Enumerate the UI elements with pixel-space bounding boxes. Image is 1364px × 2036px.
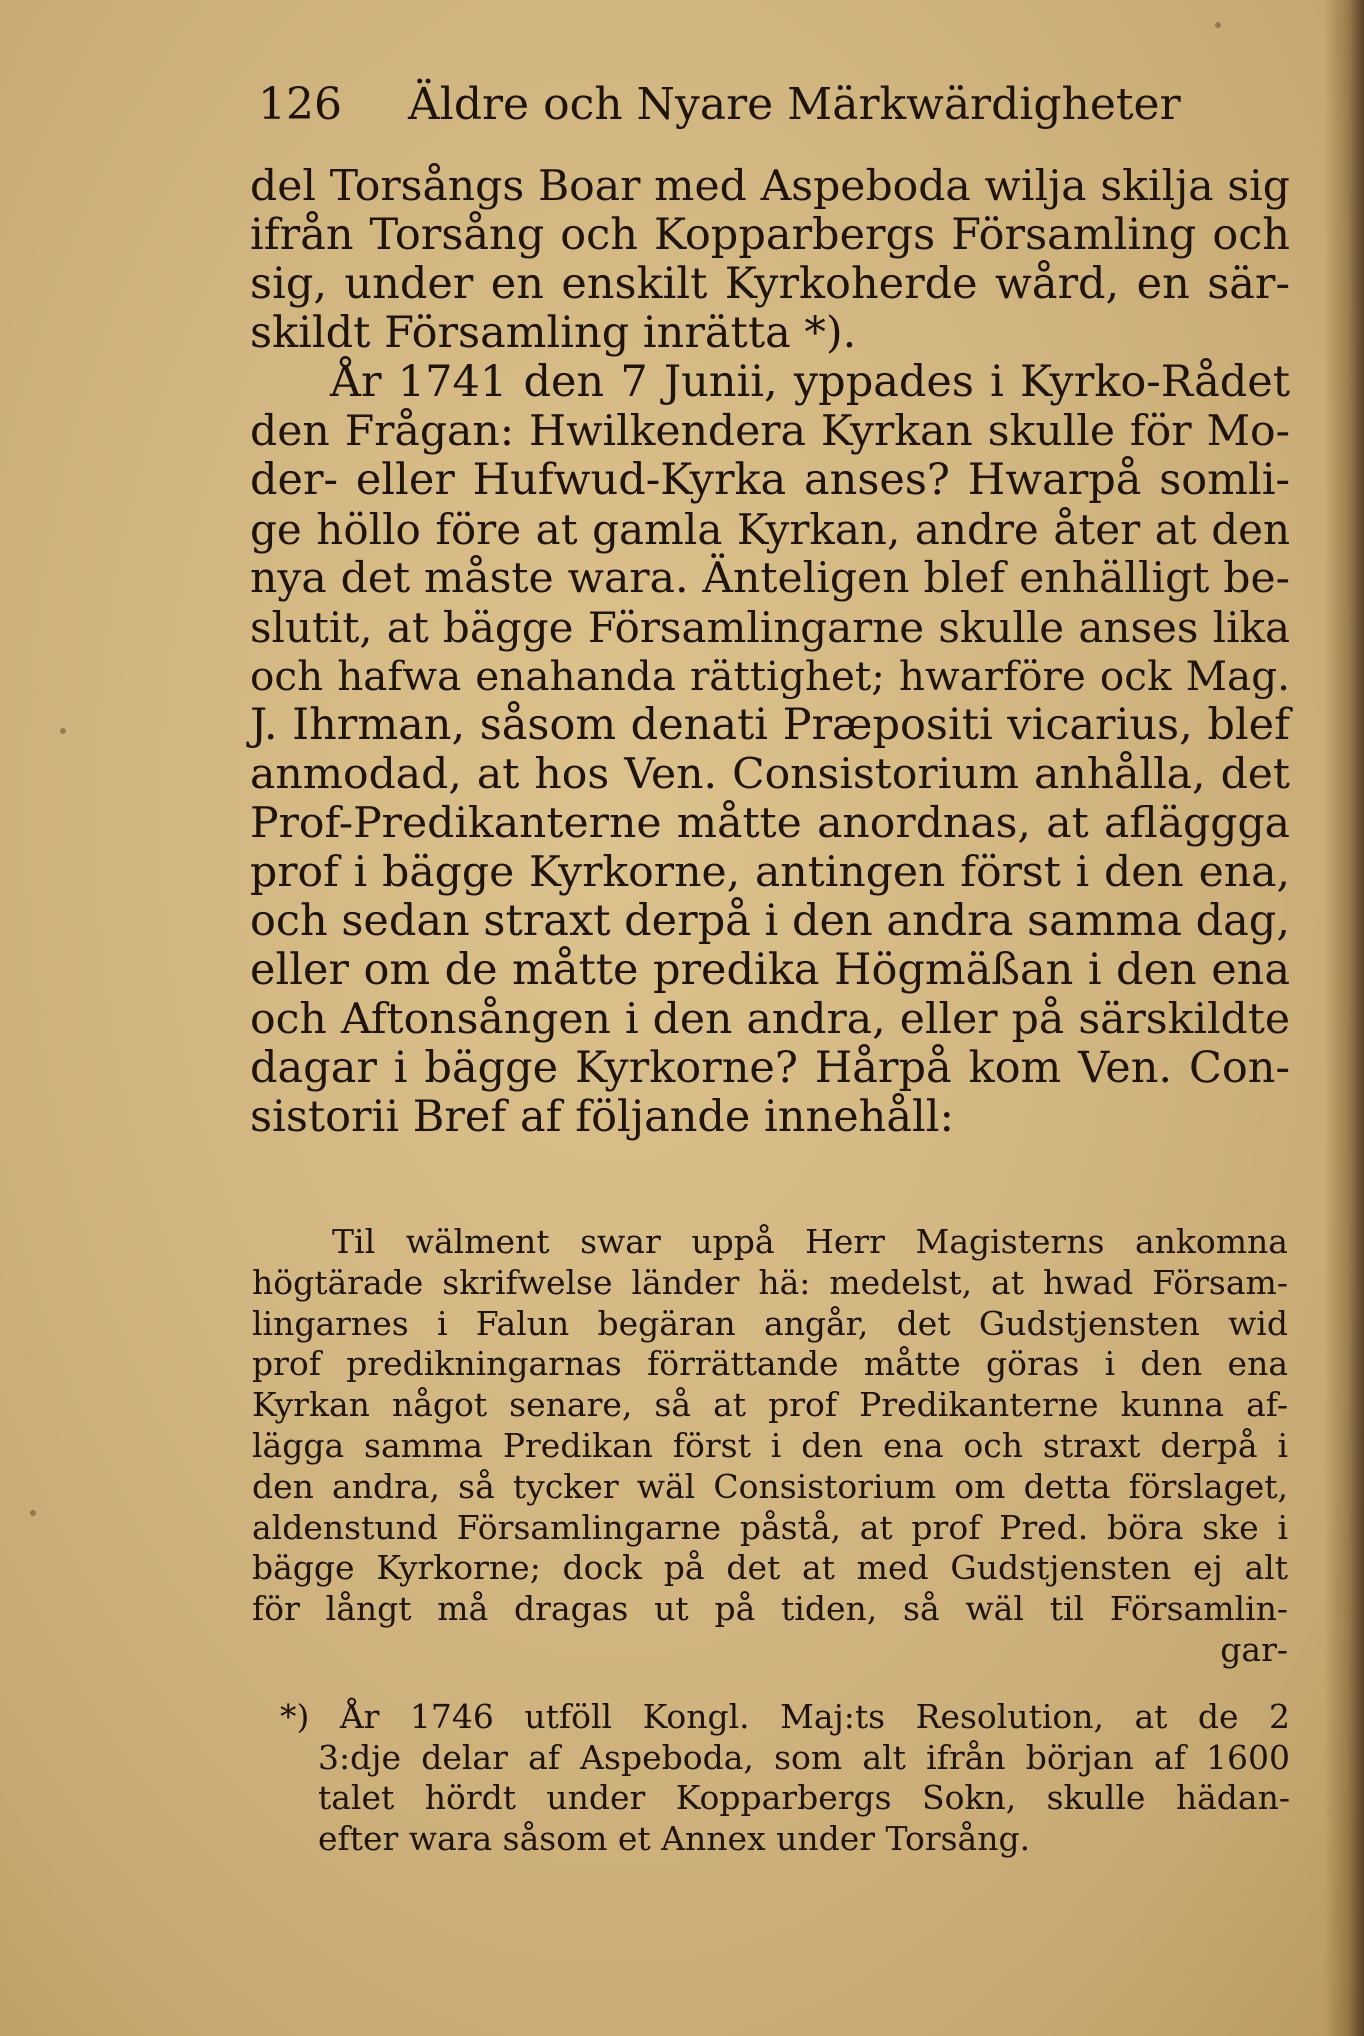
text-line: sig, under en enskilt Kyrkoherde wård, en sär- (250, 259, 1290, 309)
footnote-line: *) År 1746 utföll Kongl. Maj:ts Resolution, at de 2 (280, 1697, 1290, 1736)
text-line: del Torsångs Boar med Aspeboda wilja skilja sig (250, 162, 1290, 211)
quote-line: för långt må dragas ut på tiden, så wäl til Församlin- (252, 1589, 1288, 1629)
quote-line: Kyrkan något senare, så at prof Predikanterne kunna af- (252, 1385, 1288, 1425)
paper-speck (30, 1510, 36, 1516)
text-line: eller om de måtte predika Högmäßan i den ena (250, 945, 1290, 995)
page-number: 126 (258, 79, 342, 130)
text-line: nya det måste wara. Änteligen blef enhälligt be- (250, 554, 1290, 603)
quote-line: lägga samma Predikan först i den ena och straxt derpå i (252, 1425, 1288, 1465)
text-line: och sedan straxt derpå i den andra samma dag, (250, 896, 1290, 946)
text-line: skildt Församling inrätta *). (250, 308, 857, 358)
page-spine-shadow (1324, 0, 1364, 2036)
main-text-block (250, 162, 1290, 1142)
running-header (258, 70, 1181, 140)
text-line: ge höllo före at gamla Kyrkan, andre åter at den (250, 505, 1290, 554)
footnote-block (280, 1697, 1290, 1859)
catchword: gar- (1220, 1629, 1288, 1669)
quote-line: den andra, så tycker wäl Consistorium om detta förslaget, (252, 1466, 1288, 1506)
text-line: och hafwa enahanda rättighet; hwarföre ock Mag. (250, 652, 1290, 700)
text-line: anmodad, at hos Ven. Consistorium anhålla, det (250, 750, 1290, 799)
quote-line: prof predikningarnas förrättande måtte göras i den ena (252, 1344, 1288, 1384)
footnote-line: efter wara såsom et Annex under Torsång. (318, 1818, 1031, 1858)
text-line: der- eller Hufwud-Kyrka anses? Hwarpå somli- (250, 455, 1290, 505)
footnote-line: 3:dje delar af Aspeboda, som alt ifrån början af 1600 (318, 1737, 1290, 1777)
quote-line: aldenstund Församlingarne påstå, at prof Pred. böra ske i (252, 1507, 1288, 1547)
text-line: slutit, at bägge Församlingarne skulle anses lika (250, 603, 1290, 652)
quote-line: högtärade skrifwelse länder hä: medelst, at hwad Försam- (252, 1262, 1288, 1302)
footnote-line: talet hördt under Kopparbergs Sokn, skulle hädan- (318, 1778, 1290, 1817)
text-line: ifrån Torsång och Kopparbergs Församling och (250, 210, 1290, 260)
quoted-letter-block (252, 1222, 1288, 1671)
paper-speck (60, 728, 66, 734)
running-title: Äldre och Nyare Märkwärdigheter (408, 79, 1181, 130)
quote-line: lingarnes i Falun begäran angår, det Gudstjensten wid (252, 1303, 1288, 1343)
text-line: J. Ihrman, såsom denati Præpositi vicarius, blef (250, 700, 1290, 750)
quote-line: bägge Kyrkorne; dock på det at med Gudstjensten ej alt (252, 1548, 1288, 1588)
text-line: prof i bägge Kyrkorne, antingen först i den ena, (250, 848, 1290, 897)
text-line: Prof-Predikanterne måtte anordnas, at afläggga (250, 799, 1290, 848)
text-line: och Aftonsången i den andra, eller på särskildte (250, 995, 1290, 1044)
paper-speck (1215, 22, 1221, 28)
text-line: sistorii Bref af följande innehåll: (250, 1092, 954, 1142)
text-line: den Frågan: Hwilkendera Kyrkan skulle för Mo- (250, 407, 1290, 456)
text-line: dagar i bägge Kyrkorne? Hårpå kom Ven. Con- (250, 1043, 1290, 1093)
text-line: År 1741 den 7 Junii, yppades i Kyrko-Rådet (330, 357, 1290, 407)
quote-line: Til wälment swar uppå Herr Magisterns ankomna (332, 1222, 1288, 1261)
